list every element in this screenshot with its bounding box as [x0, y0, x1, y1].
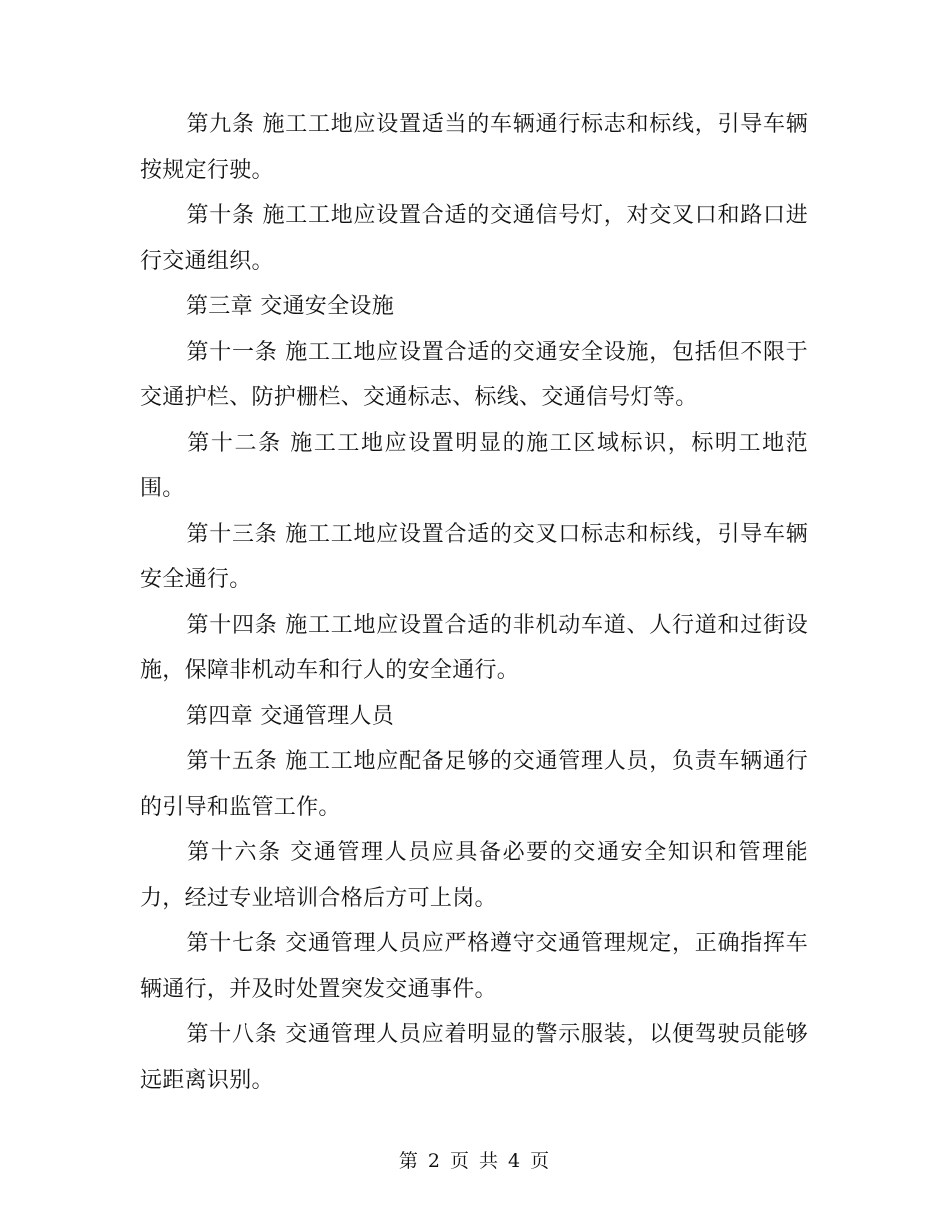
article-12-text: 第十二条 施工工地应设置明显的施工区域标识，标明工地范围。	[140, 430, 808, 501]
article-14	[140, 603, 808, 694]
chapter-3-heading-text: 第三章 交通安全设施	[186, 294, 394, 319]
article-11-text: 第十一条 施工工地应设置合适的交通安全设施，包括但不限于交通护栏、防护栅栏、交通标志、标线、交通信号灯等。	[140, 339, 808, 410]
chapter-4-heading-text: 第四章 交通管理人员	[186, 703, 394, 729]
article-16	[140, 830, 808, 921]
article-10-text: 第十条 施工工地应设置合适的交通信号灯，对交叉口和路口进行交通组织。	[140, 203, 808, 274]
article-18	[140, 1012, 808, 1103]
page-number-footer: 第 2 页 共 4 页	[398, 1150, 552, 1172]
article-17-text: 第十七条 交通管理人员应严格遵守交通管理规定，正确指挥车辆通行，并及时处置突发交通事件。	[140, 931, 808, 1002]
article-17	[140, 921, 808, 1012]
article-9-text: 第九条 施工工地应设置适当的车辆通行标志和标线，引导车辆按规定行驶。	[140, 112, 808, 183]
chapter-3-heading	[140, 284, 808, 330]
article-15	[140, 739, 808, 830]
article-12	[140, 421, 808, 512]
document-body	[140, 102, 808, 1103]
article-14-text: 第十四条 施工工地应设置合适的非机动车道、人行道和过街设施，保障非机动车和行人的安全通行。	[140, 612, 808, 683]
article-13	[140, 512, 808, 603]
article-15-text: 第十五条 施工工地应配备足够的交通管理人员，负责车辆通行的引导和监管工作。	[140, 749, 808, 820]
article-11	[140, 330, 808, 421]
chapter-4-heading	[140, 694, 808, 740]
article-9	[140, 102, 808, 193]
article-16-text: 第十六条 交通管理人员应具备必要的交通安全知识和管理能力，经过专业培训合格后方可上岗。	[140, 840, 808, 911]
article-18-text: 第十八条 交通管理人员应着明显的警示服装，以便驾驶员能够远距离识别。	[140, 1022, 808, 1093]
article-10	[140, 193, 808, 284]
article-13-text: 第十三条 施工工地应设置合适的交叉口标志和标线，引导车辆安全通行。	[140, 521, 808, 592]
